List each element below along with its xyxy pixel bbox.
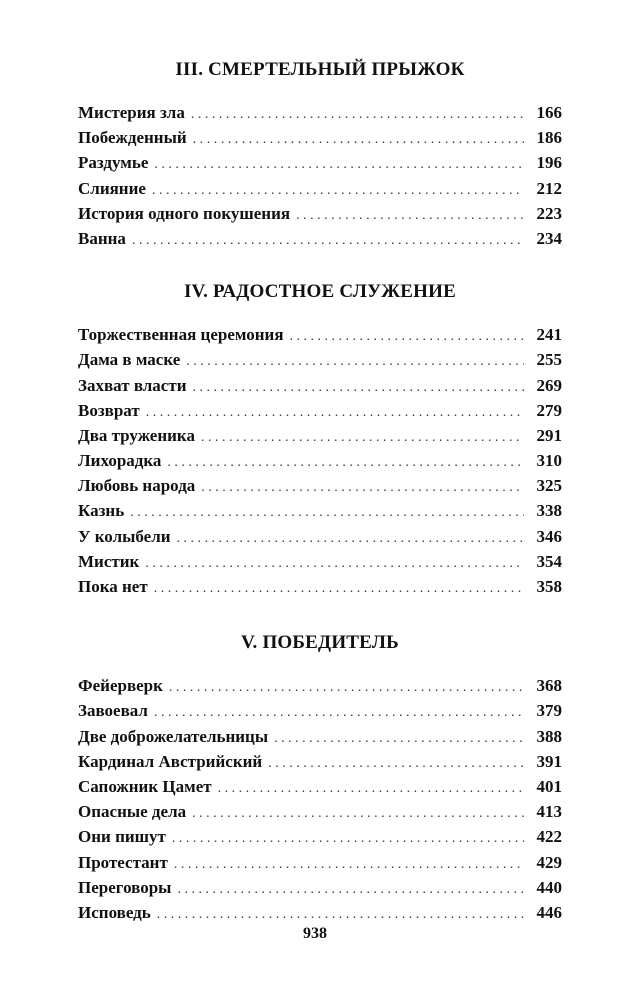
toc-entry xyxy=(78,549,562,574)
dot-leader xyxy=(201,475,524,500)
section-heading: III. СМЕРТЕЛЬНЫЙ ПРЫЖОК xyxy=(175,59,465,80)
entry-title: Исповедь xyxy=(78,902,151,922)
entry-page-number: 255 xyxy=(536,350,562,370)
toc-entry xyxy=(78,774,562,799)
entry-title: Кардинал Австрийский xyxy=(78,751,263,771)
entry-title: Дама в маске xyxy=(78,350,181,370)
entry-title: Казнь xyxy=(78,501,125,521)
entry-page-number: 212 xyxy=(536,178,562,198)
entry-title: Два труженика xyxy=(78,425,195,445)
entry-title: Переговоры xyxy=(78,877,172,897)
toc-entry xyxy=(78,498,562,523)
dot-leader xyxy=(193,127,524,152)
toc-entry xyxy=(78,322,562,347)
dot-leader xyxy=(177,526,524,551)
page-number: 938 xyxy=(303,925,327,942)
dot-leader xyxy=(186,349,524,374)
dot-leader xyxy=(146,400,524,425)
dot-leader xyxy=(152,178,524,203)
entry-page-number: 440 xyxy=(536,877,562,897)
table-of-contents xyxy=(78,58,562,925)
entry-title: Фейерверк xyxy=(78,676,163,696)
entry-title: Ванна xyxy=(78,228,126,248)
toc-entry xyxy=(78,824,562,849)
toc-entry xyxy=(78,799,562,824)
entry-page-number: 388 xyxy=(536,726,562,746)
entry-title: Мистик xyxy=(78,551,140,571)
dot-leader xyxy=(218,776,524,801)
toc-entry xyxy=(78,724,562,749)
dot-leader xyxy=(192,801,524,826)
entry-title: Возврат xyxy=(78,400,140,420)
section-heading: IV. РАДОСТНОЕ СЛУЖЕНИЕ xyxy=(184,281,456,303)
entry-page-number: 354 xyxy=(536,551,562,571)
entry-page-number: 223 xyxy=(536,203,562,223)
dot-leader xyxy=(274,726,524,751)
toc-entry xyxy=(78,473,562,498)
entry-page-number: 446 xyxy=(536,902,562,922)
toc-entry-list xyxy=(78,100,562,251)
dot-leader xyxy=(201,425,524,450)
entry-title: Они пишут xyxy=(78,827,166,847)
toc-entry xyxy=(78,201,562,226)
entry-title: Две доброжелательницы xyxy=(78,726,269,746)
dot-leader xyxy=(130,500,524,525)
toc-entry-list xyxy=(78,673,562,925)
toc-entry xyxy=(78,673,562,698)
toc-entry xyxy=(78,875,562,900)
dot-leader xyxy=(296,203,524,228)
toc-entry xyxy=(78,900,562,925)
entry-title: Мистерия зла xyxy=(78,103,185,122)
toc-section-part-5 xyxy=(78,631,562,925)
dot-leader xyxy=(268,751,524,776)
dot-leader xyxy=(290,324,524,349)
toc-section-part-3 xyxy=(78,58,562,251)
dot-leader xyxy=(157,902,524,927)
entry-page-number: 391 xyxy=(536,751,562,771)
entry-title: У колыбели xyxy=(78,526,171,546)
entry-title: Пока нет xyxy=(78,577,148,596)
dot-leader xyxy=(177,877,524,902)
entry-title: История одного покушения xyxy=(78,203,291,223)
entry-title: Слияние xyxy=(78,178,146,198)
entry-page-number: 338 xyxy=(536,501,562,521)
dot-leader xyxy=(154,152,524,177)
entry-page-number: 401 xyxy=(536,776,562,796)
toc-entry xyxy=(78,398,562,423)
entry-page-number: 422 xyxy=(536,827,562,847)
toc-entry xyxy=(78,423,562,448)
entry-page-number: 186 xyxy=(536,128,562,148)
toc-entry-list xyxy=(78,322,562,599)
entry-page-number: 325 xyxy=(536,476,562,496)
entry-page-number: 413 xyxy=(536,802,562,822)
dot-leader xyxy=(174,852,524,877)
toc-entry xyxy=(78,749,562,774)
entry-title: Сапожник Цамет xyxy=(78,776,212,796)
dot-leader xyxy=(191,102,524,127)
entry-page-number: 310 xyxy=(536,451,562,471)
dot-leader xyxy=(132,228,524,253)
toc-entry xyxy=(78,373,562,398)
entry-title: Торжественная церемония xyxy=(78,325,284,345)
entry-page-number: 234 xyxy=(536,228,562,248)
entry-page-number: 291 xyxy=(536,425,562,445)
toc-entry xyxy=(78,347,562,372)
entry-title: Раздумье xyxy=(78,153,149,173)
entry-page-number: 358 xyxy=(536,577,562,596)
entry-title: Завоевал xyxy=(78,701,148,721)
toc-entry xyxy=(78,176,562,201)
dot-leader xyxy=(167,450,524,475)
toc-entry xyxy=(78,448,562,473)
dot-leader xyxy=(145,551,524,576)
entry-title: Опасные дела xyxy=(78,802,187,822)
toc-entry xyxy=(78,524,562,549)
dot-leader xyxy=(154,576,524,601)
entry-title: Захват власти xyxy=(78,375,187,395)
dot-leader xyxy=(154,700,524,725)
toc-entry xyxy=(78,226,562,251)
toc-entry xyxy=(78,125,562,150)
entry-page-number: 379 xyxy=(536,701,562,721)
dot-leader xyxy=(172,826,524,851)
entry-page-number: 368 xyxy=(536,676,562,696)
toc-entry xyxy=(78,574,562,599)
entry-title: Побежденный xyxy=(78,128,187,148)
dot-leader xyxy=(193,375,525,400)
toc-entry xyxy=(78,698,562,723)
dot-leader xyxy=(169,675,524,700)
entry-page-number: 346 xyxy=(536,526,562,546)
entry-title: Любовь народа xyxy=(78,476,196,496)
entry-page-number: 166 xyxy=(536,103,562,122)
toc-entry xyxy=(78,150,562,175)
entry-page-number: 429 xyxy=(536,852,562,872)
entry-page-number: 196 xyxy=(536,153,562,173)
entry-title: Протестант xyxy=(78,852,168,872)
entry-page-number: 279 xyxy=(536,400,562,420)
entry-page-number: 241 xyxy=(536,325,562,345)
toc-section-part-4 xyxy=(78,280,562,599)
toc-entry xyxy=(78,100,562,125)
entry-title: Лихорадка xyxy=(78,451,162,471)
entry-page-number: 269 xyxy=(536,375,562,395)
section-heading: V. ПОБЕДИТЕЛЬ xyxy=(241,632,399,654)
toc-entry xyxy=(78,850,562,875)
